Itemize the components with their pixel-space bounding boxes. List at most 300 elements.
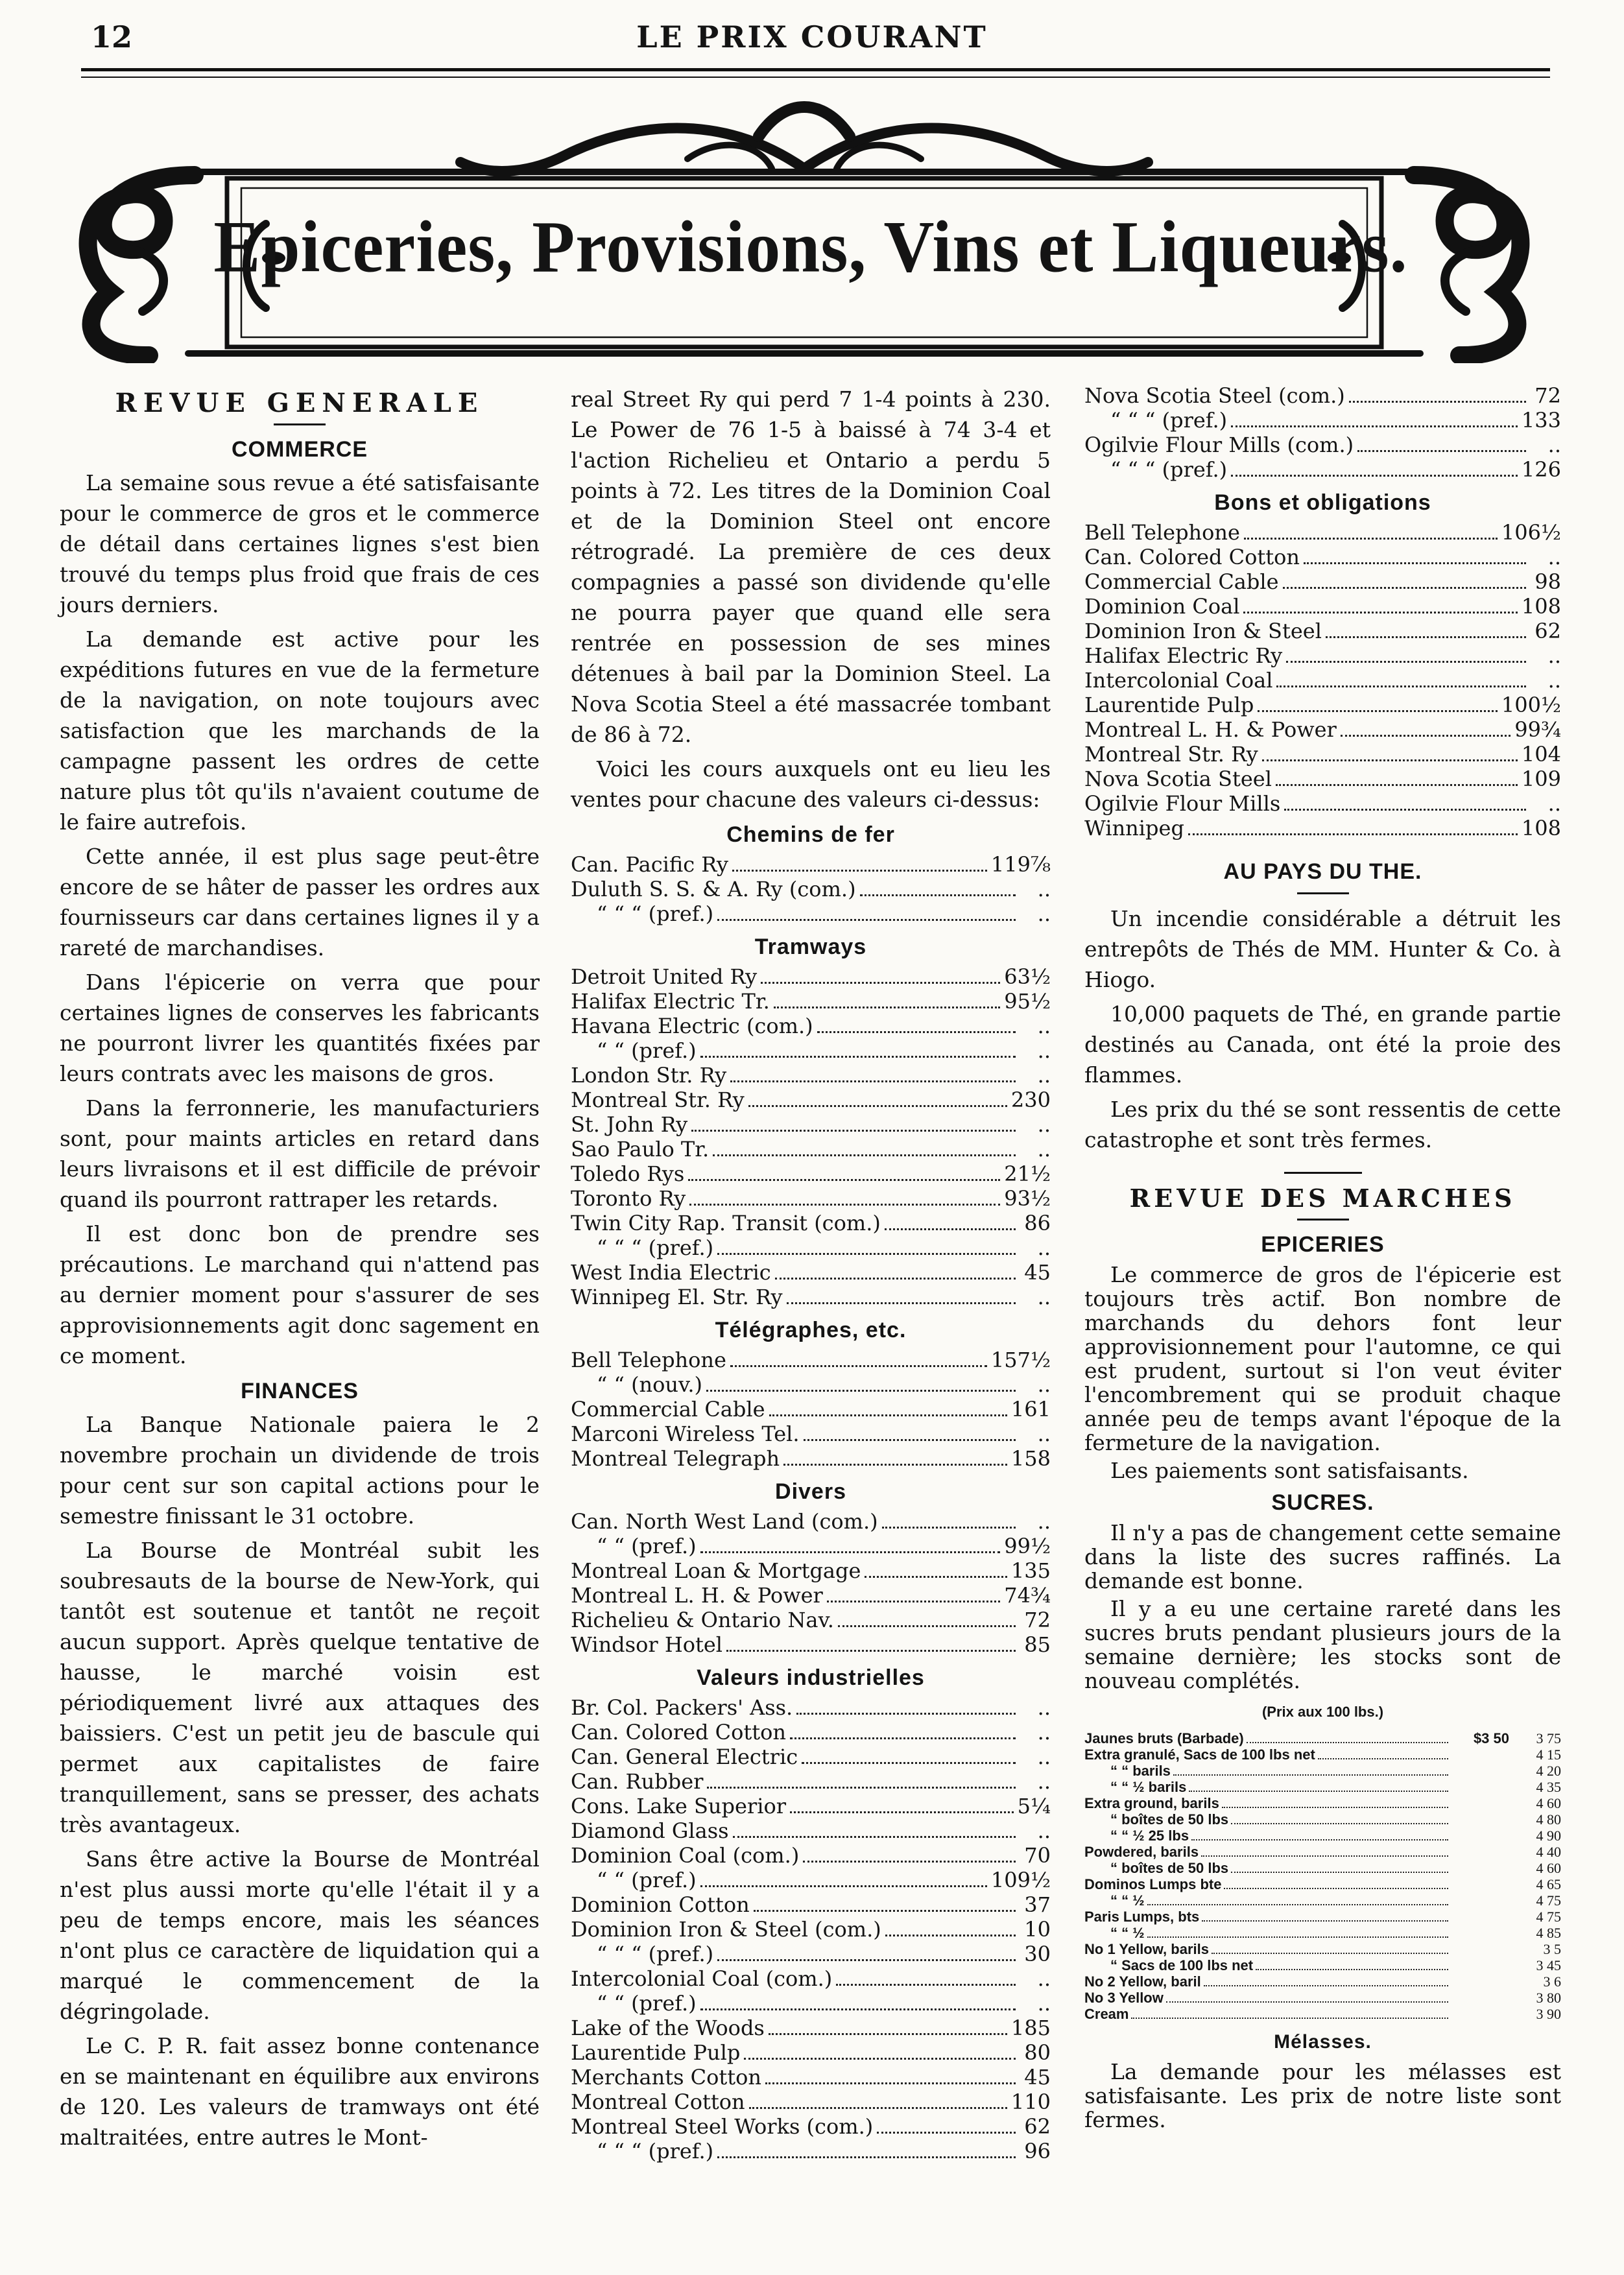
quote-name: Toronto Ry bbox=[571, 1186, 686, 1211]
quote-value: 104 bbox=[1521, 742, 1561, 767]
quote-row bbox=[1084, 619, 1561, 644]
quote-value: 85 bbox=[1024, 1632, 1051, 1657]
header-rule bbox=[81, 68, 1550, 71]
section-heading: Divers bbox=[775, 1479, 846, 1504]
sucres-heading: SUCRES. bbox=[1271, 1490, 1374, 1515]
quote-name: “ “ “ (pref.) bbox=[597, 1942, 714, 1966]
quote-name: Duluth S. S. & A. Ry (com.) bbox=[571, 877, 856, 901]
divider bbox=[274, 423, 326, 425]
quote-row bbox=[1084, 1747, 1561, 1763]
paragraph: Sans être active la Bourse de Montréal n'est plus aussi morte qu'elle l'était il y a peu de temps encore, mais les séances n'ont plus ce caractère de liquidation qui a marqué le commencement de la dégringolade. bbox=[60, 1846, 540, 2024]
quote-name: Ogilvie Flour Mills bbox=[1084, 791, 1281, 816]
quote-name: Merchants Cotton bbox=[571, 2065, 762, 2090]
leader-dots bbox=[691, 1130, 1016, 1132]
epiceries-heading: EPICERIES bbox=[1261, 1232, 1385, 1257]
leader-dots bbox=[1256, 1969, 1448, 1970]
quote-row bbox=[1084, 1925, 1561, 1942]
quote-value: 3 75 bbox=[1536, 1730, 1561, 1746]
quote-name: Marconi Wireless Tel. bbox=[571, 1422, 800, 1446]
quote-value: .. bbox=[1547, 791, 1561, 816]
quote-value: .. bbox=[1037, 1137, 1051, 1161]
quote-name: Toledo Rys bbox=[571, 1161, 685, 1186]
quote-row bbox=[1084, 433, 1561, 458]
quote-value: .. bbox=[1037, 1745, 1051, 1769]
paragraph: 10,000 paquets de Thé, en grande partie destinés au Canada, ont été la proie des flammes. bbox=[1084, 1001, 1561, 1088]
quote-name: Montreal Str. Ry bbox=[571, 1088, 745, 1112]
quote-value: 63½ bbox=[1004, 964, 1051, 989]
quote-value: 4 75 bbox=[1536, 1909, 1561, 1925]
leader-dots bbox=[1173, 1774, 1448, 1776]
column-3 bbox=[1084, 384, 1561, 2136]
quote-row bbox=[571, 1918, 1051, 1942]
quote-value: 4 60 bbox=[1536, 1860, 1561, 1876]
quote-row bbox=[571, 1510, 1051, 1534]
quote-value: .. bbox=[1037, 1818, 1051, 1843]
quote-name: Winnipeg El. Str. Ry bbox=[571, 1285, 783, 1309]
paragraph: La Banque Nationale paiera le 2 novembre prochain un dividende de trois pour cent sur son capital actions pour le semestre finissant le 31 octobre. bbox=[60, 1412, 540, 1529]
quote-value: .. bbox=[1037, 1695, 1051, 1720]
leader-dots bbox=[1188, 833, 1518, 835]
quote-name: “ “ ½ 25 lbs bbox=[1110, 1828, 1189, 1844]
quote-name: Dominion Coal bbox=[1084, 594, 1240, 619]
quote-row bbox=[571, 1014, 1051, 1039]
quote-name: Laurentide Pulp bbox=[1084, 693, 1254, 717]
leader-dots bbox=[877, 2132, 1016, 2134]
section-heading: Chemins de fer bbox=[726, 822, 895, 847]
paragraph: Dans la ferronnerie, les manufacturiers sont, pour maints articles en retard dans leurs livraisons et il est difficile de prévoir quand ils pourront rattraper les retards. bbox=[60, 1095, 540, 1212]
quote-name: Cons. Lake Superior bbox=[571, 1794, 786, 1818]
leader-dots bbox=[774, 1006, 1000, 1008]
quote-value: .. bbox=[1037, 1235, 1051, 1260]
leader-dots bbox=[1212, 1953, 1448, 1954]
quote-row bbox=[571, 1064, 1051, 1088]
leader-dots bbox=[1258, 710, 1498, 712]
quote-row bbox=[571, 1534, 1051, 1559]
quote-row bbox=[571, 1039, 1051, 1064]
quote-row bbox=[571, 1721, 1051, 1745]
leader-dots bbox=[882, 1527, 1016, 1529]
leader-dots bbox=[730, 1080, 1016, 1082]
quote-name: “ “ barils bbox=[1110, 1763, 1171, 1779]
quote-row bbox=[571, 1633, 1051, 1658]
paragraph: La demande pour les mélasses est satisfaisante. Les prix de notre liste sont fermes. bbox=[1084, 2059, 1561, 2132]
quote-name: Halifax Electric Tr. bbox=[571, 989, 770, 1014]
quote-row bbox=[1084, 595, 1561, 619]
leader-dots bbox=[804, 1439, 1016, 1441]
quote-name: “ boîtes de 50 lbs bbox=[1110, 1811, 1229, 1828]
quote-value: 4 80 bbox=[1536, 1811, 1561, 1828]
quote-value: .. bbox=[1037, 1509, 1051, 1534]
quote-name: Richelieu & Ontario Nav. bbox=[571, 1608, 834, 1632]
quote-value: .. bbox=[1037, 1014, 1051, 1038]
quote-row bbox=[1084, 1877, 1561, 1893]
sucres-price-note: (Prix aux 100 lbs.) bbox=[1261, 1704, 1384, 1720]
quote-row bbox=[1084, 767, 1561, 792]
leader-dots bbox=[1231, 1823, 1448, 1824]
quote-row bbox=[1084, 1828, 1561, 1844]
quote-name: Montreal L. H. & Power bbox=[1084, 717, 1337, 742]
quote-name: “ “ (pref.) bbox=[597, 1868, 697, 1892]
leader-dots bbox=[1276, 784, 1518, 786]
quote-name: Montreal Steel Works (com.) bbox=[571, 2114, 874, 2139]
quote-name: Extra granulé, Sacs de 100 lbs net bbox=[1084, 1746, 1315, 1763]
quote-name: Dominion Iron & Steel bbox=[1084, 619, 1322, 643]
leader-dots bbox=[783, 1464, 1007, 1466]
leader-dots bbox=[700, 1885, 987, 1887]
quote-name: West India Electric bbox=[571, 1260, 771, 1285]
quote-value: .. bbox=[1037, 1112, 1051, 1137]
quote-name: Detroit United Ry bbox=[571, 964, 758, 989]
quote-row bbox=[571, 1745, 1051, 1770]
quote-value: 135 bbox=[1010, 1558, 1051, 1583]
quote-row bbox=[1084, 693, 1561, 718]
quote-value: 62 bbox=[1024, 2114, 1051, 2139]
column-2 bbox=[571, 384, 1051, 2164]
leader-dots bbox=[827, 1601, 1000, 1602]
leader-dots bbox=[790, 1811, 1014, 1813]
quote-row bbox=[571, 2016, 1051, 2041]
quote-value: 108 bbox=[1521, 816, 1561, 840]
journal-title: LE PRIX COURANT bbox=[636, 19, 988, 54]
leader-dots bbox=[700, 2008, 1016, 2010]
quote-name: Montreal L. H. & Power bbox=[571, 1583, 823, 1608]
quote-row bbox=[571, 2041, 1051, 2066]
leader-dots bbox=[744, 2058, 1016, 2060]
quote-row bbox=[571, 1187, 1051, 1211]
quote-name: Diamond Glass bbox=[571, 1818, 729, 1843]
commerce-heading: COMMERCE bbox=[231, 437, 368, 462]
quote-row bbox=[1084, 644, 1561, 669]
quote-value: 99¾ bbox=[1514, 717, 1561, 742]
quote-row bbox=[571, 1584, 1051, 1608]
quote-name: Winnipeg bbox=[1084, 816, 1184, 840]
column-1 bbox=[60, 384, 540, 2156]
quote-row bbox=[571, 990, 1051, 1014]
quote-value: 3 45 bbox=[1536, 1957, 1561, 1973]
quote-row bbox=[571, 1211, 1051, 1236]
leader-dots bbox=[1131, 2018, 1448, 2019]
quote-value: .. bbox=[1037, 1372, 1051, 1397]
quote-name: Can. Colored Cotton bbox=[571, 1720, 786, 1745]
quote-name: Laurentide Pulp bbox=[571, 2040, 741, 2065]
quote-row bbox=[571, 1893, 1051, 1918]
quote-value: .. bbox=[1547, 545, 1561, 569]
leader-dots bbox=[1231, 1872, 1448, 1873]
paragraph: Les prix du thé se sont ressentis de cette catastrophe et sont très fermes. bbox=[1084, 1097, 1561, 1152]
quote-value: 4 20 bbox=[1536, 1763, 1561, 1779]
quote-name: Bell Telephone bbox=[1084, 520, 1240, 545]
quote-row bbox=[1084, 570, 1561, 595]
quote-row bbox=[571, 1088, 1051, 1113]
leader-dots bbox=[836, 1984, 1016, 1986]
leader-dots bbox=[1276, 685, 1526, 687]
quote-name: Montreal Str. Ry bbox=[1084, 742, 1258, 767]
quote-value: 158 bbox=[1010, 1446, 1051, 1471]
sugar-price-list bbox=[1084, 1731, 1561, 2023]
quote-name: Br. Col. Packers' Ass. bbox=[571, 1695, 793, 1720]
leader-dots bbox=[717, 1253, 1016, 1255]
quote-row bbox=[571, 1236, 1051, 1261]
quote-name: Nova Scotia Steel (com.) bbox=[1084, 383, 1345, 408]
leader-dots bbox=[1318, 1758, 1448, 1759]
leader-dots bbox=[796, 1713, 1016, 1715]
quote-row bbox=[1084, 521, 1561, 545]
quote-row bbox=[1084, 1990, 1561, 2007]
leader-dots bbox=[769, 1414, 1007, 1416]
quote-value: 93½ bbox=[1004, 1186, 1051, 1211]
bonds-list bbox=[1084, 521, 1561, 841]
quote-value: 30 bbox=[1024, 1942, 1051, 1966]
quote-value: 45 bbox=[1024, 2065, 1051, 2090]
quote-value: .. bbox=[1547, 668, 1561, 693]
quote-row bbox=[571, 1138, 1051, 1162]
leader-dots bbox=[748, 1105, 1007, 1107]
quote-name: Can. General Electric bbox=[571, 1745, 798, 1769]
quote-value: 110 bbox=[1010, 2090, 1051, 2114]
banner-title: Epiceries, Provisions, Vins et Liqueurs. bbox=[213, 207, 1408, 288]
quote-row bbox=[1084, 1780, 1561, 1796]
quote-row bbox=[1084, 1861, 1561, 1877]
quote-value: .. bbox=[1037, 1769, 1051, 1794]
quote-value: .. bbox=[1037, 1285, 1051, 1309]
quote-name: “ “ “ (pref.) bbox=[1110, 408, 1228, 433]
leader-dots bbox=[790, 1737, 1016, 1739]
leader-dots bbox=[1357, 450, 1526, 452]
leader-dots bbox=[1247, 1742, 1448, 1743]
quote-value: 230 bbox=[1010, 1088, 1051, 1112]
quote-row bbox=[1084, 1844, 1561, 1861]
quote-name: Can. Colored Cotton bbox=[1084, 545, 1300, 569]
leader-dots bbox=[817, 1031, 1016, 1033]
quote-row bbox=[1084, 1812, 1561, 1828]
quote-row bbox=[571, 1348, 1051, 1373]
leader-dots bbox=[1166, 2001, 1448, 2003]
quote-name: Twin City Rap. Transit (com.) bbox=[571, 1211, 881, 1235]
leader-dots bbox=[1286, 661, 1526, 663]
leader-dots bbox=[1224, 1888, 1448, 1889]
quote-row bbox=[571, 2139, 1051, 2164]
quote-row bbox=[1084, 1893, 1561, 1909]
quote-row bbox=[571, 1422, 1051, 1447]
quote-row bbox=[571, 902, 1051, 927]
divider bbox=[1297, 892, 1349, 894]
quote-name: “ “ “ (pref.) bbox=[597, 2139, 714, 2163]
quote-name: Extra ground, barils bbox=[1084, 1795, 1219, 1811]
paragraph: Les paiements sont satisfaisants. bbox=[1110, 1458, 1469, 1483]
leader-dots bbox=[1191, 1839, 1448, 1840]
quote-value: .. bbox=[1037, 1038, 1051, 1063]
leader-dots bbox=[802, 1762, 1016, 1764]
quote-row bbox=[571, 1261, 1051, 1285]
quote-name: Dominion Cotton bbox=[571, 1892, 750, 1917]
quote-value: 109 bbox=[1521, 767, 1561, 791]
leader-dots bbox=[761, 982, 1000, 984]
quote-name: Powdered, barils bbox=[1084, 1844, 1199, 1860]
leader-dots bbox=[1231, 425, 1518, 427]
quote-name: St. John Ry bbox=[571, 1112, 688, 1137]
quote-value: 4 90 bbox=[1536, 1828, 1561, 1844]
quote-name: “ “ ½ bbox=[1110, 1925, 1145, 1941]
leader-dots bbox=[787, 1302, 1016, 1304]
quote-row bbox=[571, 1113, 1051, 1138]
leader-dots bbox=[1326, 636, 1526, 638]
leader-dots bbox=[717, 2156, 1016, 2158]
quote-row bbox=[571, 2115, 1051, 2139]
quote-value: 5¼ bbox=[1017, 1794, 1051, 1818]
paragraph: La Bourse de Montréal subit les soubresauts de la bourse de New-York, qui tantôt est soutenue et tantôt ne reçoit aucun support. Après quelque tentative de hausse, le marché voisin est périodiquement livré aux attaques des baissiers. C'est un petit jeu de bascule qui permet aux capitalistes de faire tranquillement, sans se presser, des achats très avantageux. bbox=[60, 1538, 540, 1837]
quote-name: “ “ “ (pref.) bbox=[597, 901, 714, 926]
leader-dots bbox=[765, 2082, 1016, 2084]
paragraph: Le C. P. R. fait assez bonne contenance en se maintenant en équilibre aux environs de 120. Les valeurs de tramways ont été maltraitées, entre autres le Mont- bbox=[60, 2033, 540, 2150]
quote-value: .. bbox=[1547, 643, 1561, 668]
quote-row bbox=[571, 1696, 1051, 1721]
quote-row bbox=[571, 1942, 1051, 1967]
quote-value: 74¾ bbox=[1004, 1583, 1051, 1608]
section-heading: Tramways bbox=[754, 935, 867, 959]
leader-dots bbox=[1244, 538, 1498, 540]
quote-value: 45 bbox=[1024, 1260, 1051, 1285]
quote-value: 3 80 bbox=[1536, 1990, 1561, 2006]
quote-value: 99½ bbox=[1004, 1534, 1051, 1558]
paragraph: Un incendie considérable a détruit les entrepôts de Thés de MM. Hunter & Co. à Hiogo. bbox=[1084, 906, 1561, 992]
quote-name: Windsor Hotel bbox=[571, 1632, 723, 1657]
quote-value: 96 bbox=[1024, 2139, 1051, 2163]
quote-name: Bell Telephone bbox=[571, 1348, 726, 1372]
leader-dots bbox=[707, 1787, 1016, 1789]
quote-row bbox=[571, 1819, 1051, 1844]
quote-name: Ogilvie Flour Mills (com.) bbox=[1084, 433, 1354, 457]
quote-value: 126 bbox=[1521, 457, 1561, 482]
quote-row bbox=[1084, 1909, 1561, 1925]
leader-dots bbox=[1147, 1936, 1448, 1938]
leader-dots bbox=[700, 1551, 1001, 1553]
quote-value: 86 bbox=[1024, 1211, 1051, 1235]
quote-row bbox=[571, 1398, 1051, 1422]
quote-value: 3 90 bbox=[1536, 2006, 1561, 2022]
quote-row bbox=[571, 1559, 1051, 1584]
quote-row bbox=[571, 965, 1051, 990]
quote-value: 4 40 bbox=[1536, 1844, 1561, 1860]
quote-name: Montreal Telegraph bbox=[571, 1446, 780, 1471]
paragraph: La semaine sous revue a été satisfaisante pour le commerce de gros et le commerce de détail dans certaines lignes s'est bien trouvé du temps plus froid que frais de ces jours derniers. bbox=[60, 470, 540, 617]
quote-value: 4 15 bbox=[1536, 1746, 1561, 1763]
quote-value: 4 65 bbox=[1536, 1876, 1561, 1892]
leader-dots bbox=[1231, 475, 1518, 477]
leader-dots bbox=[1284, 809, 1526, 811]
quote-name: “ “ ½ bbox=[1110, 1892, 1145, 1909]
quote-name: “ “ (nouv.) bbox=[597, 1372, 702, 1397]
leader-dots bbox=[1222, 1807, 1448, 1808]
leader-dots bbox=[1204, 1985, 1448, 1986]
quote-value: 98 bbox=[1534, 569, 1561, 594]
quote-value: 80 bbox=[1024, 2040, 1051, 2065]
divider bbox=[1284, 1172, 1362, 1174]
leader-dots bbox=[689, 1204, 1000, 1206]
quote-value: .. bbox=[1037, 901, 1051, 926]
quote-name: Can. North West Land (com.) bbox=[571, 1509, 878, 1534]
leader-dots bbox=[726, 1650, 1016, 1652]
leader-dots bbox=[860, 894, 1016, 896]
quote-row bbox=[571, 1162, 1051, 1187]
revue-generale-heading: REVUE GENERALE bbox=[115, 388, 484, 418]
leader-dots bbox=[803, 1861, 1016, 1863]
quote-name: No 3 Yellow bbox=[1084, 1990, 1164, 2006]
revue-des-marches-heading: REVUE DES MARCHES bbox=[1129, 1184, 1516, 1213]
quote-value: 62 bbox=[1534, 619, 1561, 643]
leader-dots bbox=[717, 1959, 1016, 1961]
quote-value: 21½ bbox=[1004, 1161, 1051, 1186]
leader-dots bbox=[749, 2107, 1007, 2109]
bonds-heading: Bons et obligations bbox=[1214, 490, 1431, 515]
leader-dots bbox=[1202, 1920, 1448, 1922]
quote-value: 4 60 bbox=[1536, 1795, 1561, 1811]
quote-name: “ boîtes de 50 lbs bbox=[1110, 1860, 1229, 1876]
quote-row bbox=[1084, 1763, 1561, 1780]
quote-row bbox=[1084, 1942, 1561, 1958]
quote-row bbox=[571, 2066, 1051, 2090]
quote-row bbox=[1084, 384, 1561, 409]
quote-row bbox=[1084, 792, 1561, 816]
quote-name: Intercolonial Coal (com.) bbox=[571, 1966, 833, 1991]
leader-dots bbox=[775, 1278, 1016, 1280]
quote-value: 100½ bbox=[1501, 693, 1561, 717]
quote-row bbox=[571, 1608, 1051, 1633]
quote-value: 161 bbox=[1010, 1397, 1051, 1422]
quote-name: London Str. Ry bbox=[571, 1063, 727, 1088]
leader-dots bbox=[733, 1836, 1016, 1838]
quote-row bbox=[571, 853, 1051, 877]
quote-name: Dominos Lumps bte bbox=[1084, 1876, 1222, 1892]
leader-dots bbox=[688, 1179, 1000, 1181]
quote-name: No 2 Yellow, baril bbox=[1084, 1973, 1201, 1990]
quote-value: 4 85 bbox=[1536, 1925, 1561, 1941]
leader-dots bbox=[838, 1625, 1016, 1627]
paragraph: real Street Ry qui perd 7 1-4 points à 230. Le Power de 76 1-5 à baissé à 74 3-4 et l'action Richelieu et Ontario a perdu 5 points à 72. Les titres de la Dominion Coal et de la Dominion Steel ont encore rétrogradé. La première de ces deux compagnies a passé son dividende qu'elle ne pourra payer que quand elle sera rentrée en possession de ses mines détenues à bail par la Dominion Steel. La Nova Scotia Steel a été massacrée tombant de 86 à 72. bbox=[571, 387, 1051, 747]
quote-row bbox=[1084, 1796, 1561, 1812]
quote-value: 4 35 bbox=[1536, 1779, 1561, 1795]
leader-dots bbox=[769, 2033, 1007, 2035]
page-number: 12 bbox=[91, 19, 133, 54]
quote-value: 109½ bbox=[990, 1868, 1051, 1892]
quote-name: “ “ “ (pref.) bbox=[1110, 457, 1228, 482]
quote-name: “ “ ½ barils bbox=[1110, 1779, 1187, 1795]
quote-value: .. bbox=[1037, 877, 1051, 901]
quote-name: Commercial Cable bbox=[571, 1397, 765, 1422]
melasses-heading: Mélasses. bbox=[1274, 2031, 1372, 2053]
quote-name: Paris Lumps, bts bbox=[1084, 1909, 1200, 1925]
leader-dots bbox=[1262, 759, 1518, 761]
paragraph: Il y a eu une certaine rareté dans les sucres bruts pendant plusieurs jours de la semaine dernière; les stocks sont de nouveau complétés. bbox=[1084, 1596, 1561, 1693]
quote-name: Cream bbox=[1084, 2006, 1129, 2022]
quote-value: 72 bbox=[1534, 383, 1561, 408]
quote-name: No 1 Yellow, barils bbox=[1084, 1941, 1209, 1957]
quote-row bbox=[1084, 816, 1561, 841]
quote-name: Nova Scotia Steel bbox=[1084, 767, 1272, 791]
quote-name: Sao Paulo Tr. bbox=[571, 1137, 710, 1161]
leader-dots bbox=[730, 1365, 987, 1367]
leader-dots bbox=[717, 919, 1016, 921]
quote-name: Halifax Electric Ry bbox=[1084, 643, 1283, 668]
quote-name: Havana Electric (com.) bbox=[571, 1014, 813, 1038]
divider bbox=[1297, 1219, 1349, 1221]
leader-dots bbox=[1201, 1855, 1448, 1857]
quote-row bbox=[571, 1285, 1051, 1310]
paragraph: La demande est active pour les expéditions futures en vue de la fermeture de la navigation, on note toujours avec satisfaction que les marchands de la campagne passent les ordres de cette nature plus tôt qu'ils n'avaient coutume de le faire autrefois. bbox=[60, 626, 540, 835]
leader-dots bbox=[713, 1154, 1016, 1156]
quote-name: “ “ (pref.) bbox=[597, 1534, 697, 1558]
finances-heading: FINANCES bbox=[241, 1379, 359, 1403]
the-heading: AU PAYS DU THE. bbox=[1223, 859, 1422, 884]
